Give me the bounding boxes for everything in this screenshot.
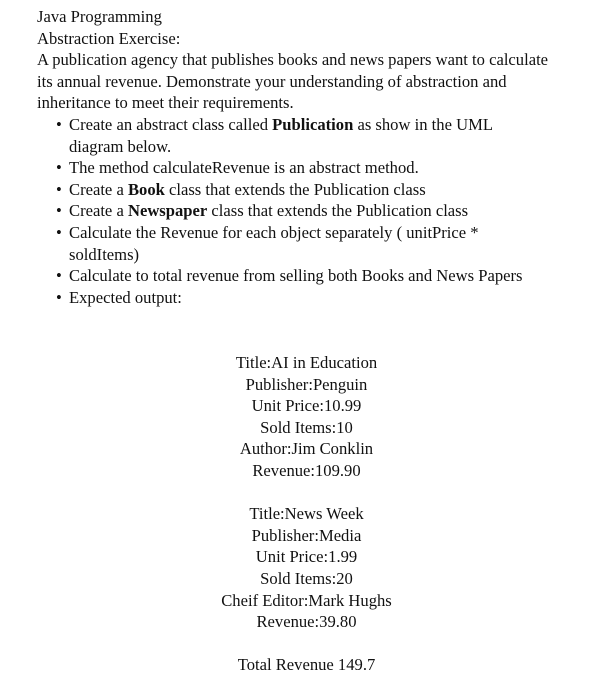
list-item-bold: Book xyxy=(127,179,165,199)
list-item-text: Create a xyxy=(69,201,128,221)
book-publisher: Publisher:Penguin xyxy=(245,374,368,394)
list-item xyxy=(56,222,539,265)
newspaper-unit-price: Unit Price:1.99 xyxy=(255,547,358,567)
newspaper-sold-items: Sold Items:20 xyxy=(260,568,353,588)
bullet-icon: • xyxy=(56,179,62,199)
list-item-text: class that extends the Publication class xyxy=(207,201,469,221)
list-item-bold: Newspaper xyxy=(127,201,208,221)
list-item-text: Calculate to total revenue from selling both Books and News Papers xyxy=(69,266,523,286)
newspaper-chief-editor: Cheif Editor:Mark Hughs xyxy=(221,590,392,610)
bullet-icon: • xyxy=(56,158,62,178)
list-item xyxy=(56,114,539,157)
book-revenue: Revenue:109.90 xyxy=(252,460,361,480)
book-author: Author:Jim Conklin xyxy=(239,439,374,459)
expected-output xyxy=(0,352,613,676)
list-item-text: class that extends the Publication class xyxy=(164,179,426,199)
list-item-text: as show in the UML diagram below. xyxy=(69,114,493,156)
list-item-text: Create a xyxy=(69,179,128,199)
book-output xyxy=(0,352,613,482)
newspaper-output xyxy=(0,503,613,633)
list-item xyxy=(56,157,601,179)
bullet-icon: • xyxy=(56,222,62,242)
bullet-icon: • xyxy=(56,287,62,307)
list-item-text: Calculate the Revenue for each object separately ( unitPrice * soldItems) xyxy=(69,222,479,264)
total-revenue: Total Revenue 149.7 xyxy=(237,655,376,675)
list-item xyxy=(56,179,601,201)
list-item-text: Create an abstract class called xyxy=(69,114,273,134)
output-spacer xyxy=(0,482,613,504)
list-item-text: The method calculateRevenue is an abstract method. xyxy=(69,158,419,178)
exercise-document xyxy=(37,6,607,308)
list-item-text: Expected output: xyxy=(69,287,182,307)
list-item xyxy=(56,265,601,287)
exercise-title: Abstraction Exercise: xyxy=(37,28,181,48)
book-sold-items: Sold Items:10 xyxy=(260,417,353,437)
book-unit-price: Unit Price:10.99 xyxy=(251,396,362,416)
output-spacer xyxy=(0,633,613,655)
course-title: Java Programming xyxy=(37,7,162,26)
intro-paragraph: A publication agency that publishes books and news papers want to calculate its annual revenue. Demonstrate your understanding of abstraction and inheritance to meet their requirements. xyxy=(37,50,549,113)
newspaper-publisher: Publisher:Media xyxy=(251,525,362,545)
list-item xyxy=(56,200,601,222)
list-item xyxy=(56,287,601,309)
bullet-icon: • xyxy=(56,201,62,221)
requirements-list xyxy=(56,114,601,308)
bullet-icon: • xyxy=(56,266,62,286)
book-title: Title:AI in Education xyxy=(235,353,378,372)
newspaper-revenue: Revenue:39.80 xyxy=(256,612,357,632)
bullet-icon: • xyxy=(56,114,62,134)
list-item-bold: Publication xyxy=(272,114,354,134)
newspaper-title: Title:News Week xyxy=(249,504,364,524)
